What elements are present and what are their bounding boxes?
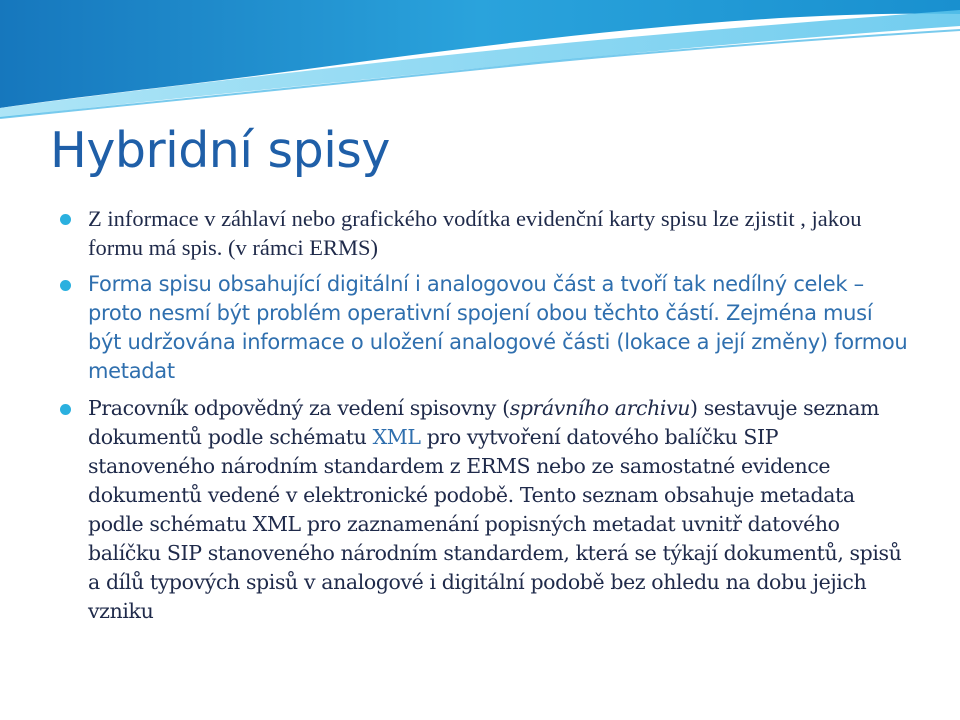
- bullet-text-part: Pracovník odpovědný za vedení spisovny (: [88, 396, 510, 420]
- bullet-text-part: ) sestavuje seznam dokumentů podle schématu: [88, 396, 880, 449]
- bullet-dot-icon: [60, 280, 71, 291]
- bullet-dot-icon: [60, 404, 71, 415]
- bullet-item-hybrid-form: [60, 270, 910, 386]
- bullet-text: Forma spisu obsahující digitální i analogovou část a tvoří tak nedílný celek – proto nesmí být problém operativní spojení obou těchto částí. Zejména musí být udržována informace o uložení analogové části (lokace a její změny) formou metadat: [88, 272, 908, 383]
- bullet-text-part: pro vytvoření datového balíčku SIP stanoveného národním standardem z ERMS nebo ze samostatné evidence dokumentů vedené v elektronické podobě. Tento seznam obsahuje metadata podle schématu XML pro zaznamenání popisných metadat uvnitř datového balíčku SIP stanoveného národním standardem, která se týkají dokumentů, spisů a dílů typových spisů v analogové i digitální podobě bez ohledu na dobu jejich vzniku: [88, 425, 902, 623]
- slide-title: Hybridní spisy: [50, 122, 390, 179]
- bullet-dot-icon: [60, 214, 71, 225]
- bullet-list: [60, 204, 910, 634]
- bullet-text: Z informace v záhlaví nebo grafického vodítka evidenční karty spisu lze zjistit , jakou formu má spis. (v rámci ERMS): [88, 206, 862, 260]
- header-wave-decoration: [0, 0, 960, 120]
- xml-highlight: XML: [372, 425, 421, 449]
- bullet-text-italic: správního archivu: [509, 396, 691, 420]
- bullet-item-header-info: [60, 204, 910, 262]
- bullet-item-sip-package: [60, 394, 910, 626]
